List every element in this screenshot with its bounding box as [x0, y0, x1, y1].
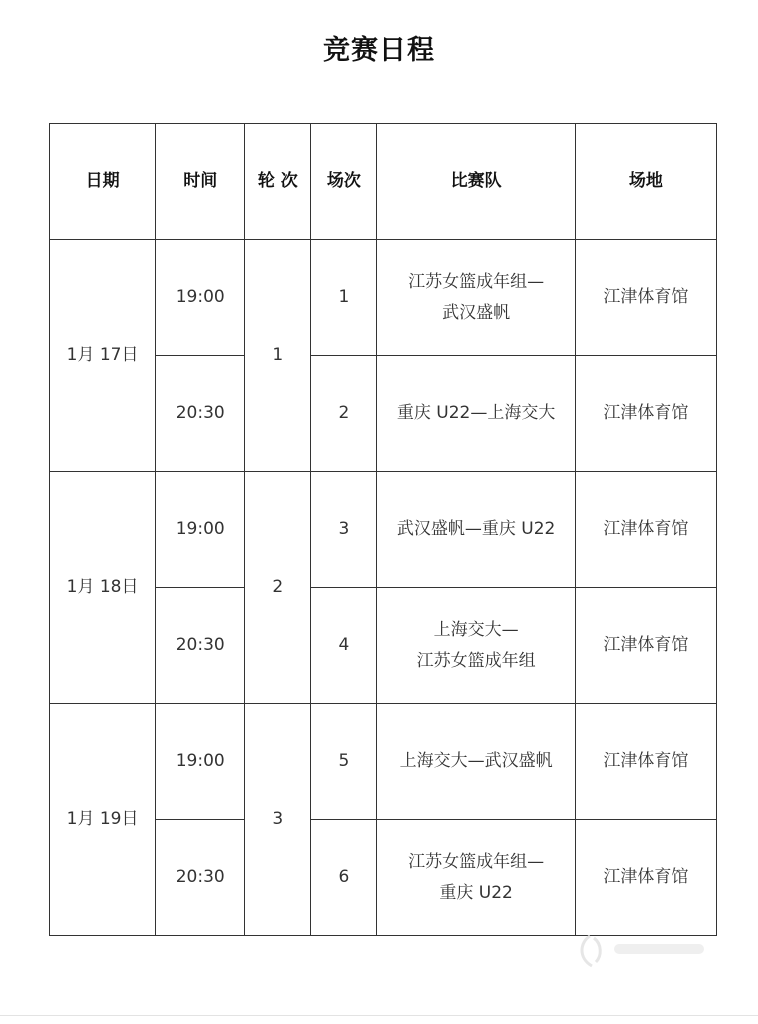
game-number-cell: 6: [311, 820, 377, 936]
teams-line: 上海交大—: [433, 619, 519, 640]
schedule-table: [49, 123, 717, 936]
venue-cell: 江津体育馆: [575, 588, 716, 704]
page-title: 竞赛日程: [323, 35, 435, 66]
teams-cell: [377, 356, 575, 472]
teams-cell: [377, 704, 575, 820]
watermark-logo: [572, 928, 722, 974]
divider: [0, 1015, 758, 1016]
teams-line: 上海交大—武汉盛帆: [399, 751, 553, 771]
game-number-cell: 4: [311, 588, 377, 704]
venue-cell: 江津体育馆: [575, 472, 716, 588]
teams-line: 江苏女篮成年组—: [408, 271, 545, 292]
teams-line: 江苏女篮成年组—: [408, 851, 545, 872]
time-cell: 20:30: [156, 588, 245, 704]
venue-cell: 江津体育馆: [575, 356, 716, 472]
game-number-cell: 1: [311, 240, 377, 356]
time-cell: 19:00: [156, 472, 245, 588]
time-cell: 19:00: [156, 704, 245, 820]
table-row: [50, 472, 717, 588]
teams-line: 江苏女篮成年组: [416, 650, 536, 671]
teams-cell: [377, 820, 575, 936]
teams-cell: [377, 588, 575, 704]
round-cell: 1: [245, 240, 311, 472]
round-cell: 2: [245, 472, 311, 704]
table-header-row: [50, 124, 717, 240]
teams-line: 武汉盛帆: [442, 302, 511, 323]
game-number-cell: 2: [311, 356, 377, 472]
time-cell: 19:00: [156, 240, 245, 356]
header-game: 场次: [311, 124, 377, 240]
table-row: [50, 704, 717, 820]
header-venue: 场地: [575, 124, 716, 240]
header-date: 日期: [50, 124, 156, 240]
game-number-cell: 5: [311, 704, 377, 820]
teams-line: 重庆 U22: [439, 882, 513, 903]
header-time: 时间: [156, 124, 245, 240]
venue-cell: 江津体育馆: [575, 240, 716, 356]
date-cell: 1月 18日: [50, 472, 156, 704]
teams-cell: [377, 240, 575, 356]
teams-cell: [377, 472, 575, 588]
header-teams: 比赛队: [377, 124, 575, 240]
game-number-cell: 3: [311, 472, 377, 588]
date-cell: 1月 19日: [50, 704, 156, 936]
round-cell: 3: [245, 704, 311, 936]
venue-cell: 江津体育馆: [575, 820, 716, 936]
venue-cell: 江津体育馆: [575, 704, 716, 820]
teams-line: 武汉盛帆—重庆 U22: [396, 519, 556, 539]
table-row: [50, 240, 717, 356]
header-round: 轮 次: [245, 124, 311, 240]
time-cell: 20:30: [156, 356, 245, 472]
teams-line: 重庆 U22—上海交大: [396, 403, 556, 423]
date-cell: 1月 17日: [50, 240, 156, 472]
time-cell: 20:30: [156, 820, 245, 936]
